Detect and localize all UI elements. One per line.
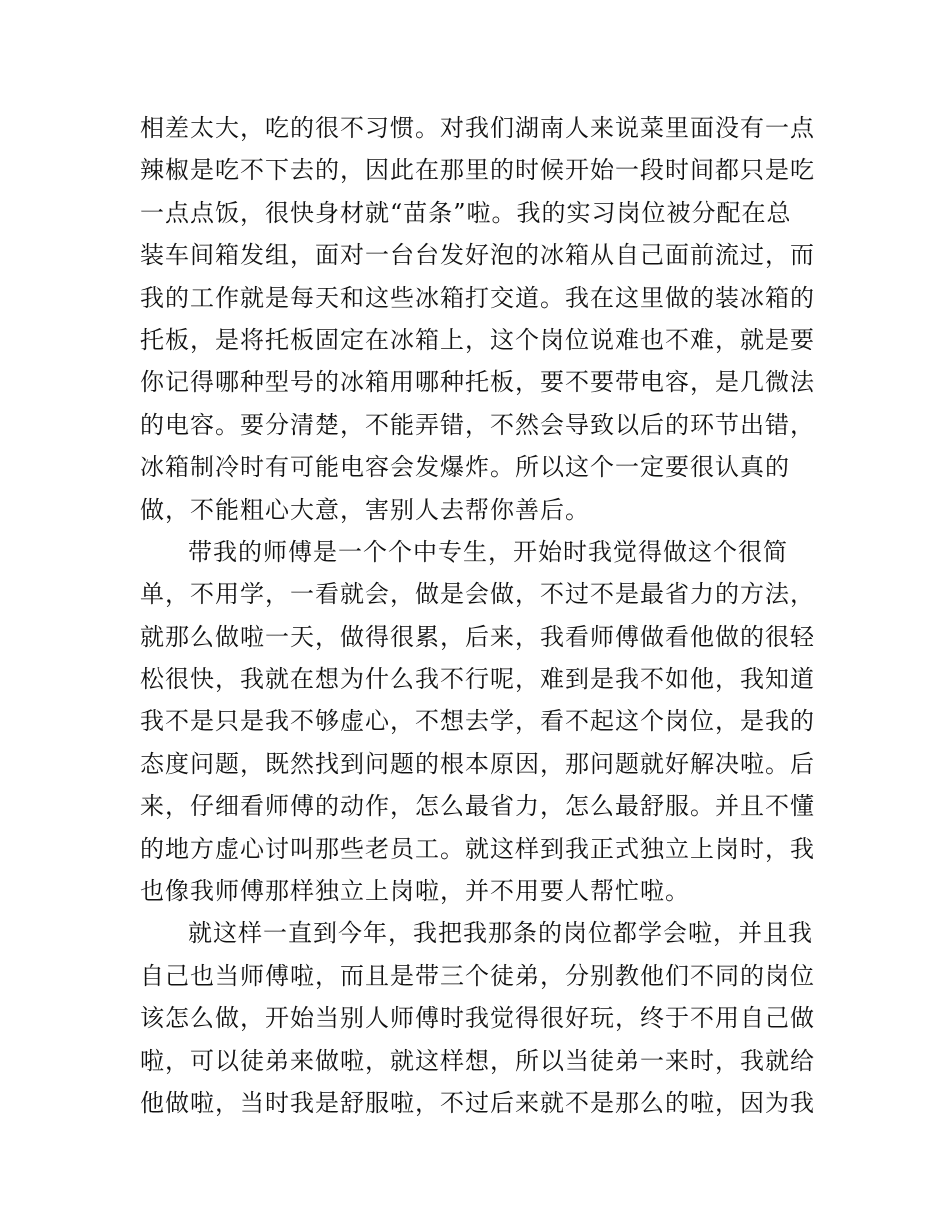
- text-line: 自己也当师傅啦，而且是带三个徒弟，分别教他们不同的岗位: [140, 961, 815, 990]
- text-line: 该怎么做，开始当别人师傅时我觉得很好玩，终于不用自己做: [140, 1004, 815, 1033]
- text-line: 他做啦，当时我是舒服啦，不过后来就不是那么的啦，因为我: [140, 1088, 815, 1117]
- text-line: 来，仔细看师傅的动作，怎么最省力，怎么最舒服。并且不懂: [140, 792, 815, 821]
- text-line: 的地方虚心讨叫那些老员工。就这样到我正式独立上岗时，我: [140, 834, 815, 863]
- text-line: 做，不能粗心大意，害别人去帮你善后。: [140, 495, 590, 524]
- text-line: 的电容。要分清楚，不能弄错，不然会导致以后的环节出错，: [140, 410, 815, 439]
- body-text: [140, 107, 820, 1124]
- text-line: 冰箱制冷时有可能电容会发爆炸。所以这个一定要很认真的: [140, 453, 790, 482]
- text-line: 装车间箱发组，面对一台台发好泡的冰箱从自己面前流过，而: [140, 241, 815, 270]
- text-line: 啦，可以徒弟来做啦，就这样想，所以当徒弟一来时，我就给: [140, 1046, 815, 1075]
- text-line: 相差太大，吃的很不习惯。对我们湖南人来说菜里面没有一点: [140, 114, 815, 142]
- text-line: 态度问题，既然找到问题的根本原因，那问题就好解决啦。后: [140, 749, 815, 778]
- text-line: 就那么做啦一天，做得很累，后来，我看师傅做看他做的很轻: [140, 622, 815, 651]
- text-line: 松很快，我就在想为什么我不行呢，难到是我不如他，我知道: [140, 665, 815, 694]
- text-line: 托板，是将托板固定在冰箱上，这个岗位说难也不难，就是要: [140, 325, 815, 354]
- paragraph: [140, 531, 820, 913]
- text-line: 单，不用学，一看就会，做是会做，不过不是最省力的方法，: [140, 580, 815, 609]
- text-line: 你记得哪种型号的冰箱用哪种托板，要不要带电容，是几微法: [140, 368, 815, 397]
- text-line: 就这样一直到今年，我把我那条的岗位都学会啦，并且我: [188, 919, 813, 948]
- text-line: 我的工作就是每天和这些冰箱打交道。我在这里做的装冰箱的: [140, 283, 815, 312]
- text-line: 辣椒是吃不下去的，因此在那里的时候开始一段时间都只是吃: [140, 156, 815, 185]
- text-line: 带我的师傅是一个个中专生，开始时我觉得做这个很简: [188, 537, 788, 566]
- text-line: 我不是只是我不够虚心，不想去学，看不起这个岗位，是我的: [140, 707, 815, 736]
- paragraph: [140, 912, 820, 1124]
- paragraph: [140, 107, 820, 531]
- text-line: 也像我师傅那样独立上岗啦，并不用要人帮忙啦。: [140, 877, 690, 906]
- text-line: 一点点饭，很快身材就“苗条”啦。我的实习岗位被分配在总: [140, 198, 792, 227]
